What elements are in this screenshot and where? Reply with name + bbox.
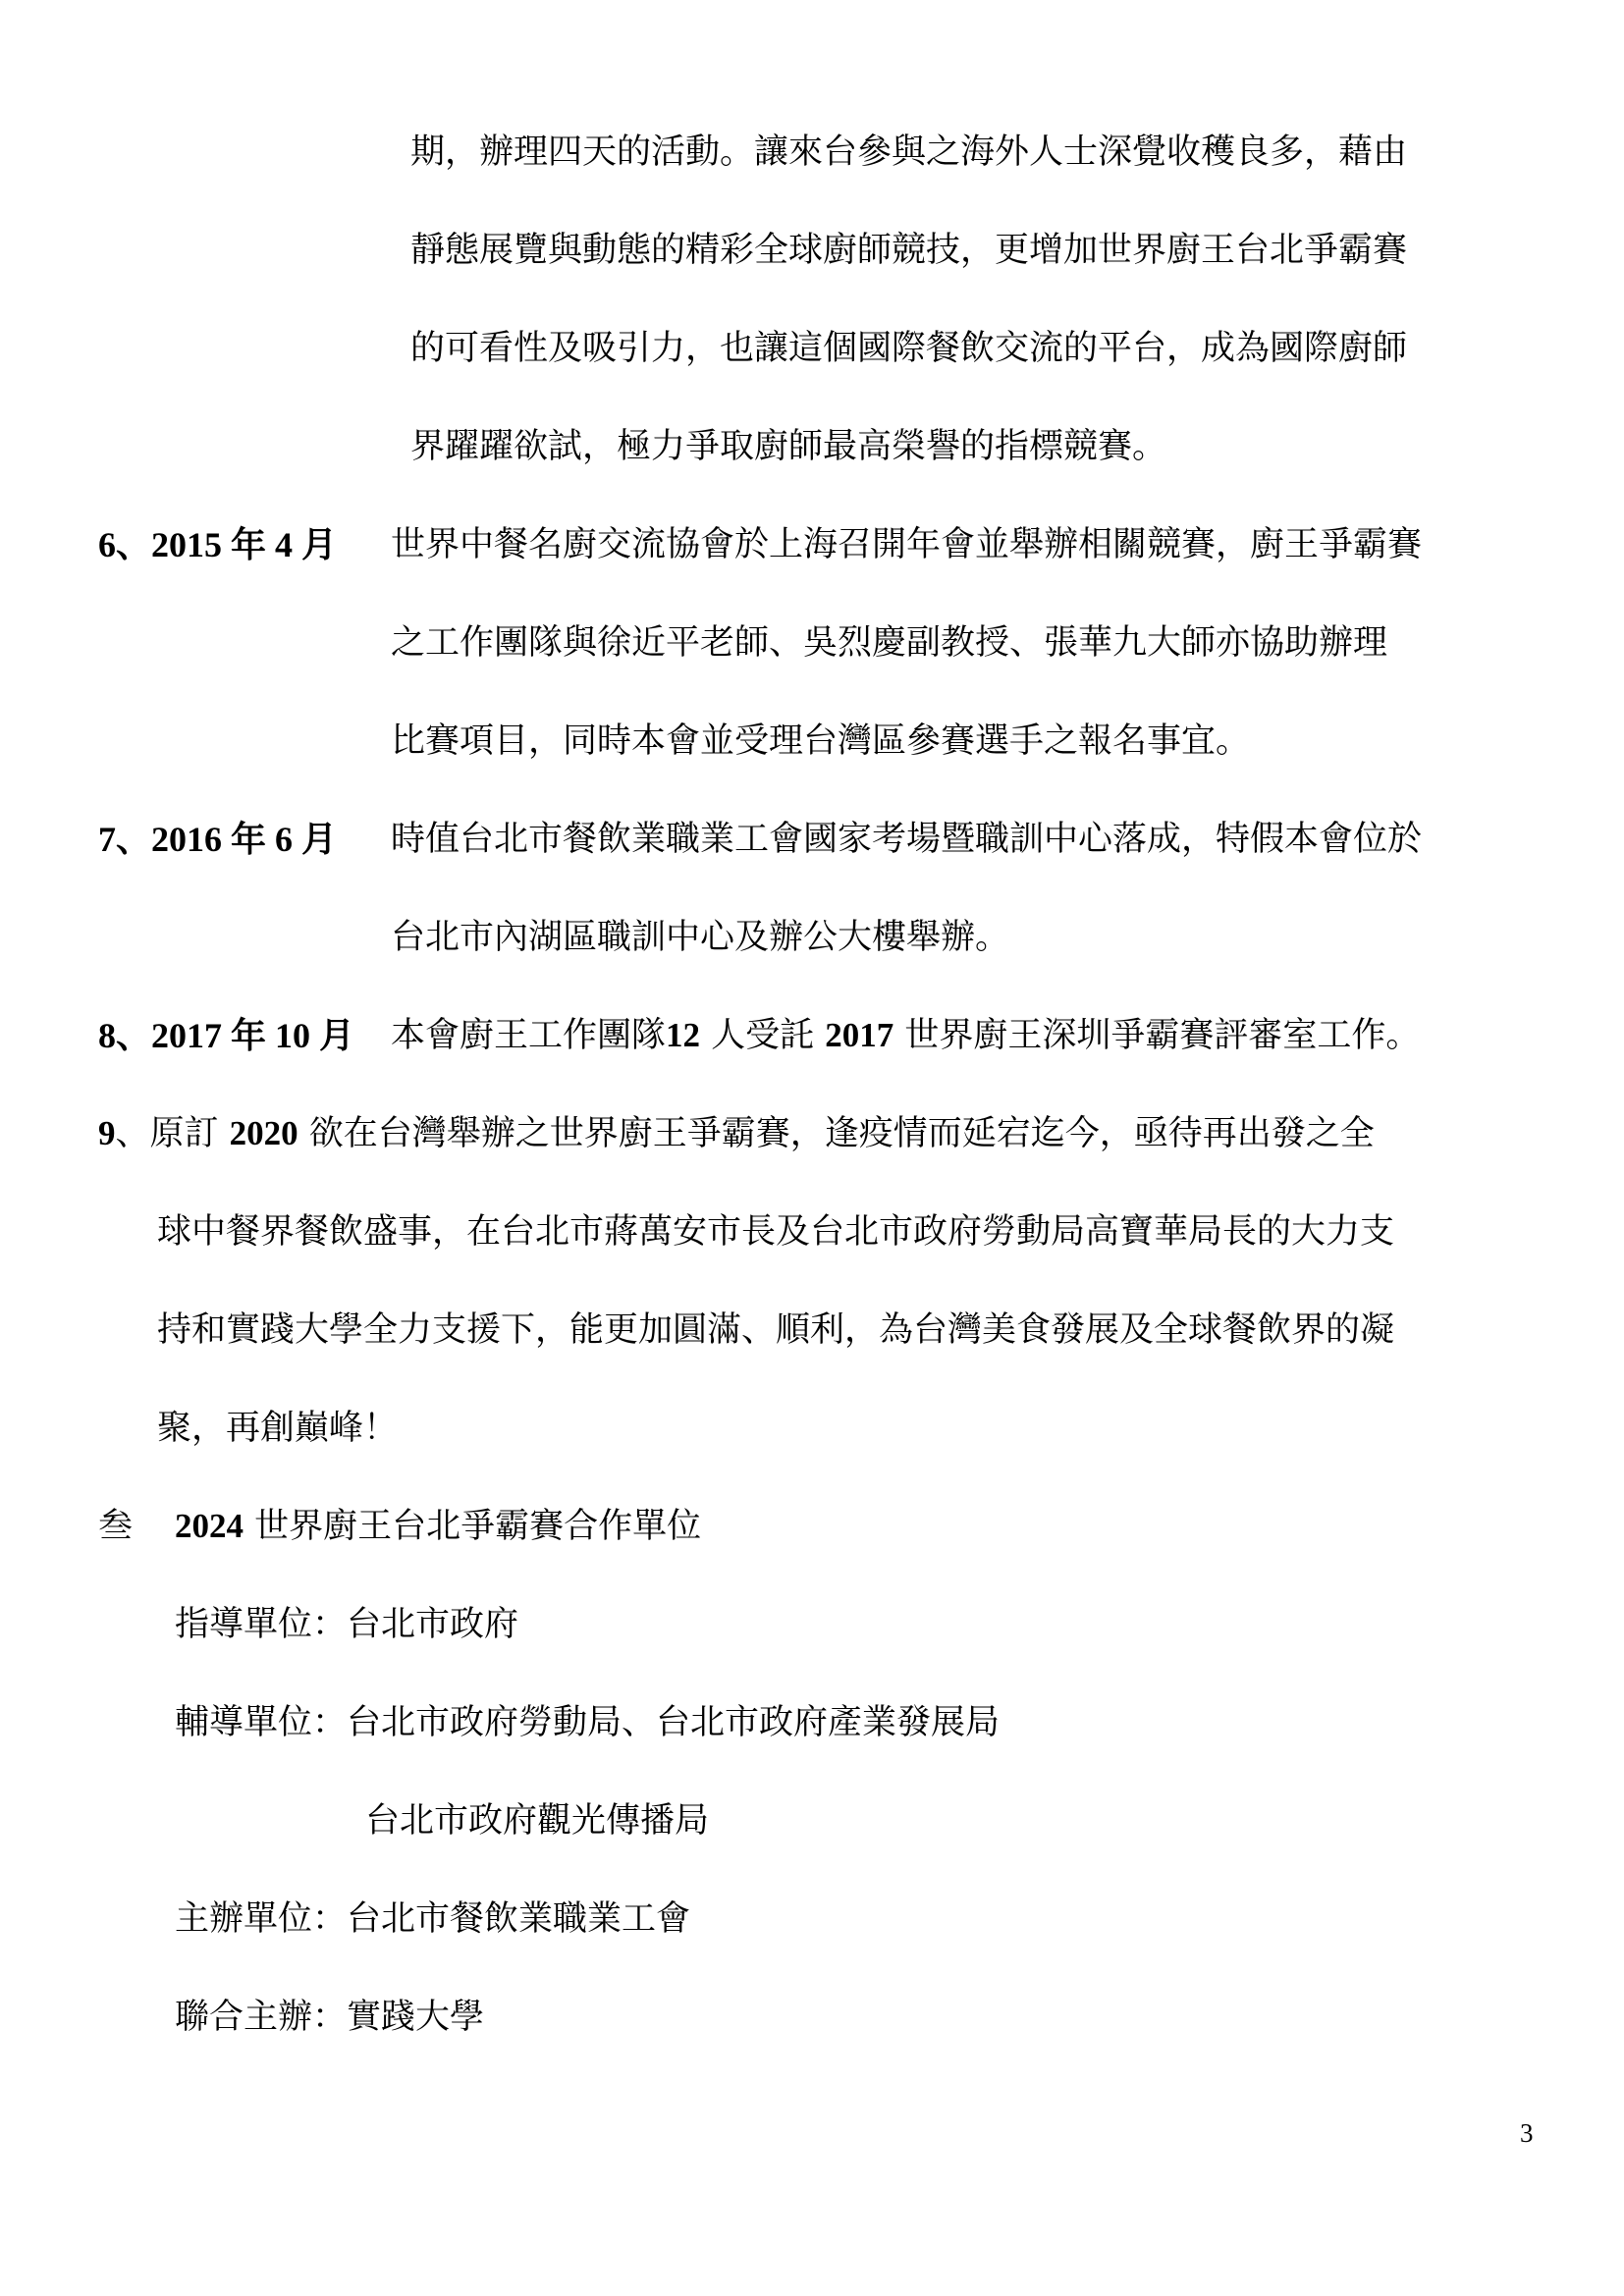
item-7-line: 時值台北市餐飲業職業工會國家考場暨職訓中心落成，特假本會位於 (391, 820, 1423, 859)
item-9-line: 9、原訂 2020 欲在台灣舉辦之世界廚王爭霸賽，逢疫情而延宕迄今，亟待再出發之全 (98, 1114, 1375, 1153)
assist-unit-cont: 台北市政府觀光傳播局 (365, 1801, 710, 1841)
item-7-date: 7、2016 年 6 月 (98, 820, 338, 859)
item-6-line: 之工作團隊與徐近平老師、吳烈慶副教授、張華九大師亦協助辦理 (391, 623, 1388, 663)
section-title: 2024 世界廚王台北爭霸賽合作單位 (175, 1507, 702, 1546)
item-6-line: 比賽項目，同時本會並受理台灣區參賽選手之報名事宜。 (391, 721, 1251, 761)
cohost-unit: 聯合主辦：實踐大學 (175, 1998, 485, 2037)
item-8-date: 8、2017 年 10 月 (98, 1016, 355, 1055)
item-7-line: 台北市內湖區職訓中心及辦公大樓舉辦。 (391, 918, 1010, 957)
section-marker: 叁 (98, 1507, 134, 1546)
item-9-line: 球中餐界餐飲盛事，在台北市蔣萬安市長及台北市政府勞動局高寶華局長的大力支 (157, 1212, 1395, 1252)
item-6-date: 6、2015 年 4 月 (98, 525, 338, 564)
assist-unit: 輔導單位：台北市政府勞動局、台北市政府產業發展局 (175, 1703, 1001, 1742)
item-8-line: 本會廚王工作團隊12 人受託 2017 世界廚王深圳爭霸賽評審室工作。 (391, 1016, 1421, 1055)
item-9-line: 聚，再創巔峰！ (157, 1409, 399, 1448)
item-9-line: 持和實踐大學全力支援下，能更加圓滿、順利，為台灣美食發展及全球餐飲界的凝 (157, 1310, 1395, 1350)
host-unit: 主辦單位：台北市餐飲業職業工會 (175, 1899, 691, 1939)
paragraph-line: 期，辦理四天的活動。讓來台參與之海外人士深覺收穫良多，藉由 (410, 133, 1408, 172)
guide-unit: 指導單位：台北市政府 (175, 1605, 519, 1644)
paragraph-line: 界躍躍欲試，極力爭取廚師最高榮譽的指標競賽。 (410, 427, 1167, 466)
item-6-line: 世界中餐名廚交流協會於上海召開年會並舉辦相關競賽，廚王爭霸賽 (391, 525, 1423, 564)
paragraph-line: 靜態展覽與動態的精彩全球廚師競技，更增加世界廚王台北爭霸賽 (410, 231, 1408, 270)
page-number: 3 (1520, 2118, 1534, 2148)
paragraph-line: 的可看性及吸引力，也讓這個國際餐飲交流的平台，成為國際廚師 (410, 329, 1408, 368)
